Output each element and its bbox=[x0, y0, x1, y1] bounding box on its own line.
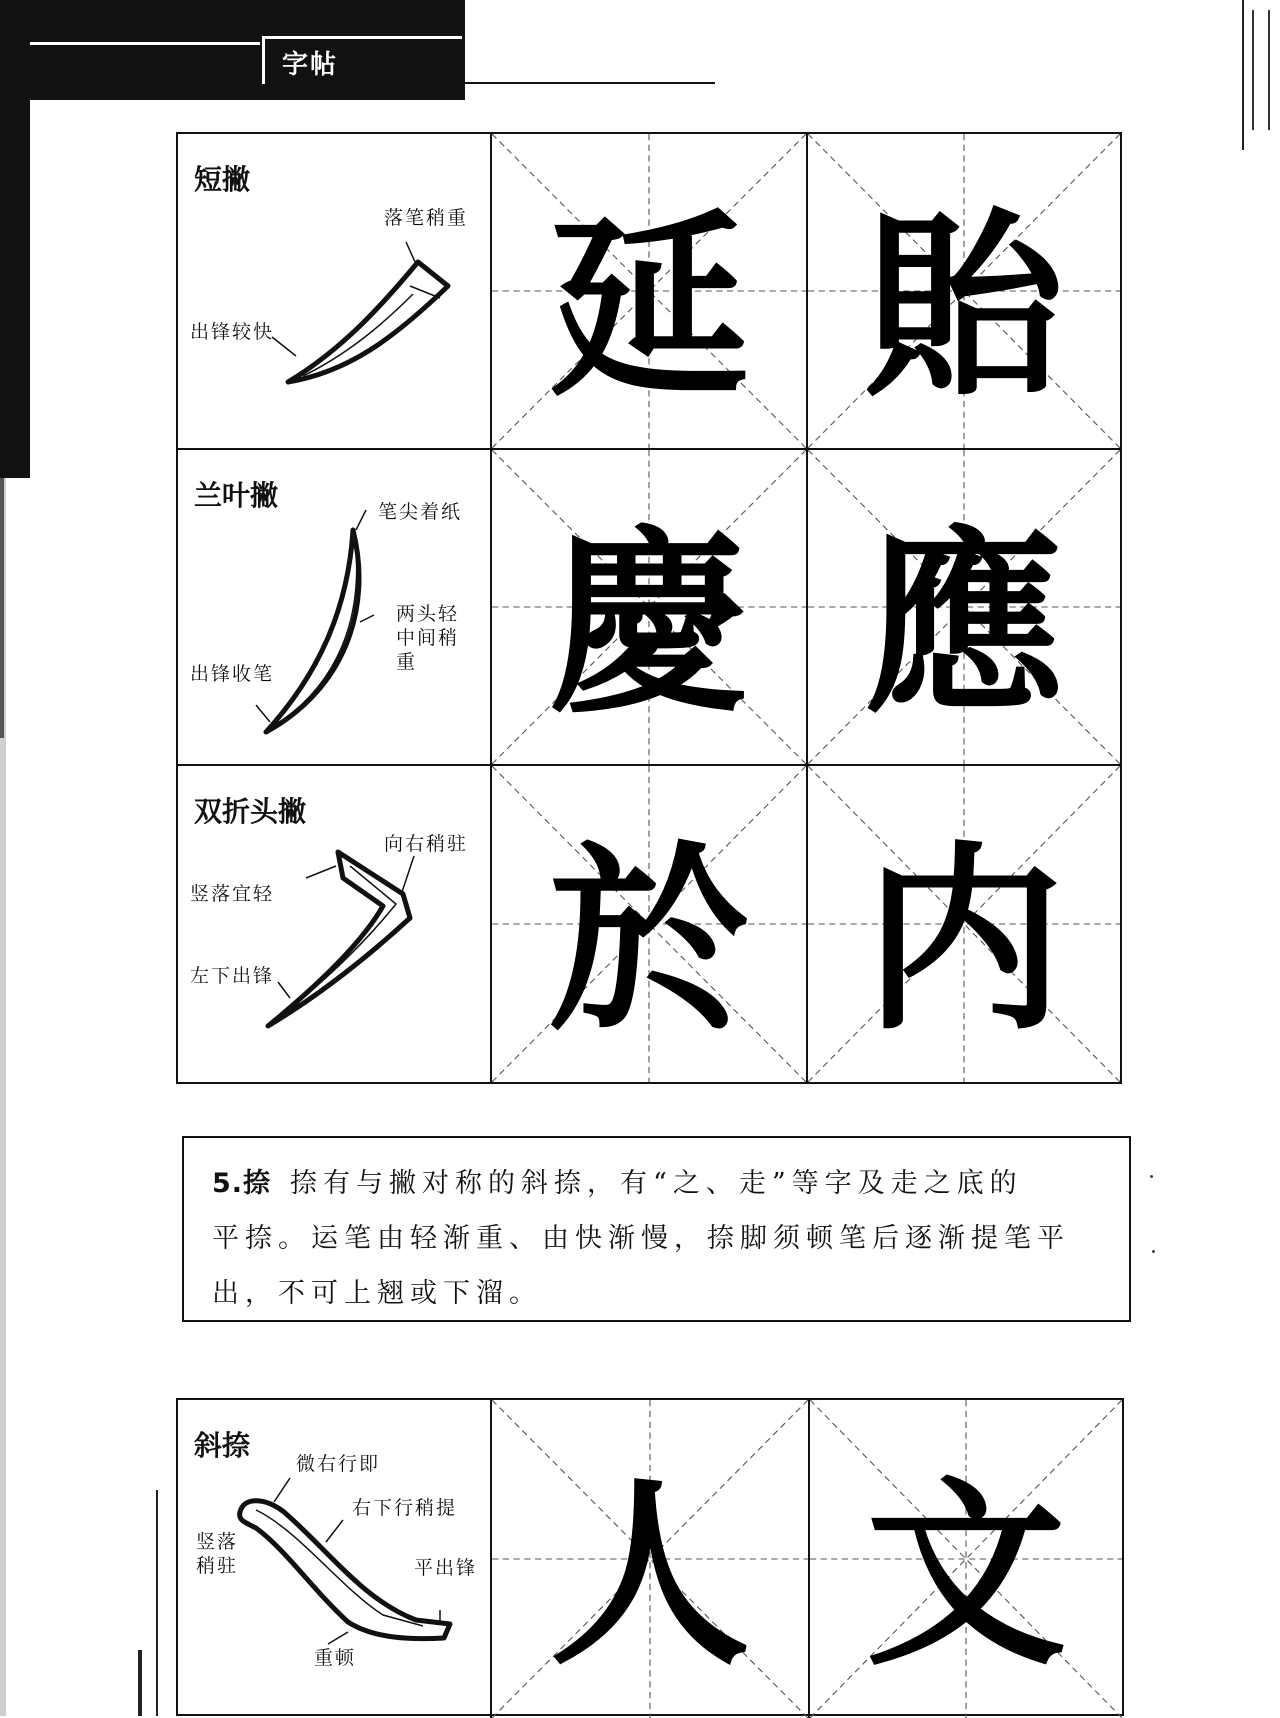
calligraphy-character: 應 bbox=[863, 505, 1064, 741]
calligraphy-character: 慶 bbox=[548, 505, 749, 741]
section-paragraph bbox=[212, 1211, 1107, 1266]
header-side-bar bbox=[0, 100, 30, 478]
margin-mark bbox=[156, 1490, 158, 1716]
section-title: 捺 bbox=[243, 1168, 277, 1199]
stroke-cell-slant-na bbox=[178, 1400, 492, 1718]
annotation: 竖落 bbox=[196, 1531, 239, 1553]
stroke-label: 斜捺 bbox=[194, 1429, 251, 1462]
speck bbox=[1152, 1250, 1155, 1253]
practice-cell bbox=[492, 450, 808, 766]
section-paragraph bbox=[212, 1266, 1107, 1321]
practice-grid-na bbox=[176, 1398, 1124, 1716]
annotation: 平出锋 bbox=[414, 1557, 478, 1579]
stroke-cell-double-fold-pie bbox=[178, 766, 492, 1082]
stroke-label: 双折头撇 bbox=[194, 795, 307, 828]
stroke-label: 兰叶撇 bbox=[194, 479, 279, 512]
practice-cell bbox=[492, 766, 808, 1082]
section-number: 5. bbox=[212, 1168, 244, 1199]
short-pie-stroke-diagram bbox=[178, 134, 492, 450]
section-line: 捺有与撇对称的斜捺，有“之、走”等字及走之底的 bbox=[290, 1168, 1023, 1199]
annotation: 出锋较快 bbox=[190, 321, 275, 343]
annotation: 向右稍驻 bbox=[384, 833, 469, 855]
section-line: 出，不可上翘或下溜。 bbox=[212, 1278, 542, 1309]
practice-cell bbox=[808, 134, 1120, 450]
annotation: 重顿 bbox=[314, 1647, 357, 1669]
practice-cell bbox=[492, 1400, 810, 1718]
annotation: 稍驻 bbox=[196, 1555, 239, 1577]
annotation: 两头轻 bbox=[396, 603, 460, 625]
practice-cell bbox=[810, 1400, 1122, 1718]
annotation: 出锋收笔 bbox=[190, 663, 275, 685]
margin-mark bbox=[138, 1650, 142, 1716]
header-rule bbox=[465, 82, 715, 84]
practice-cell bbox=[492, 134, 808, 450]
section-paragraph bbox=[212, 1156, 1107, 1211]
calligraphy-character: 人 bbox=[549, 1457, 750, 1693]
annotation: 笔尖着纸 bbox=[378, 501, 463, 523]
calligraphy-character: 貽 bbox=[863, 189, 1064, 425]
section-text-box bbox=[182, 1136, 1131, 1322]
stroke-cell-orchid-pie bbox=[178, 450, 492, 766]
annotation: 中间稍 bbox=[396, 627, 460, 649]
double-fold-pie-stroke-diagram bbox=[178, 766, 492, 1082]
calligraphy-character: 於 bbox=[548, 822, 749, 1058]
practice-grid-strokes bbox=[176, 132, 1122, 1084]
annotation: 竖落宜轻 bbox=[190, 883, 275, 905]
annotation: 微右行即 bbox=[296, 1453, 381, 1475]
section-line: 平捺。运笔由轻渐重、由快渐慢，捺脚须顿笔后逐渐提笔平 bbox=[212, 1223, 1070, 1254]
annotation: 重 bbox=[396, 651, 418, 673]
stroke-label: 短撇 bbox=[194, 163, 251, 196]
annotation: 落笔稍重 bbox=[384, 207, 469, 229]
calligraphy-character: 延 bbox=[548, 189, 749, 425]
annotation: 左下出锋 bbox=[190, 965, 275, 987]
calligraphy-character: 文 bbox=[865, 1457, 1066, 1693]
margin-line bbox=[0, 478, 4, 738]
practice-cell bbox=[808, 450, 1120, 766]
calligraphy-character: 内 bbox=[863, 822, 1064, 1058]
annotation: 右下行稍提 bbox=[352, 1497, 458, 1519]
page-title: 字帖 bbox=[282, 50, 339, 80]
binding-mark bbox=[1242, 0, 1280, 150]
stroke-cell-short-pie bbox=[178, 134, 492, 450]
practice-cell bbox=[808, 766, 1120, 1082]
header-line bbox=[30, 42, 260, 45]
speck bbox=[1150, 1175, 1153, 1178]
